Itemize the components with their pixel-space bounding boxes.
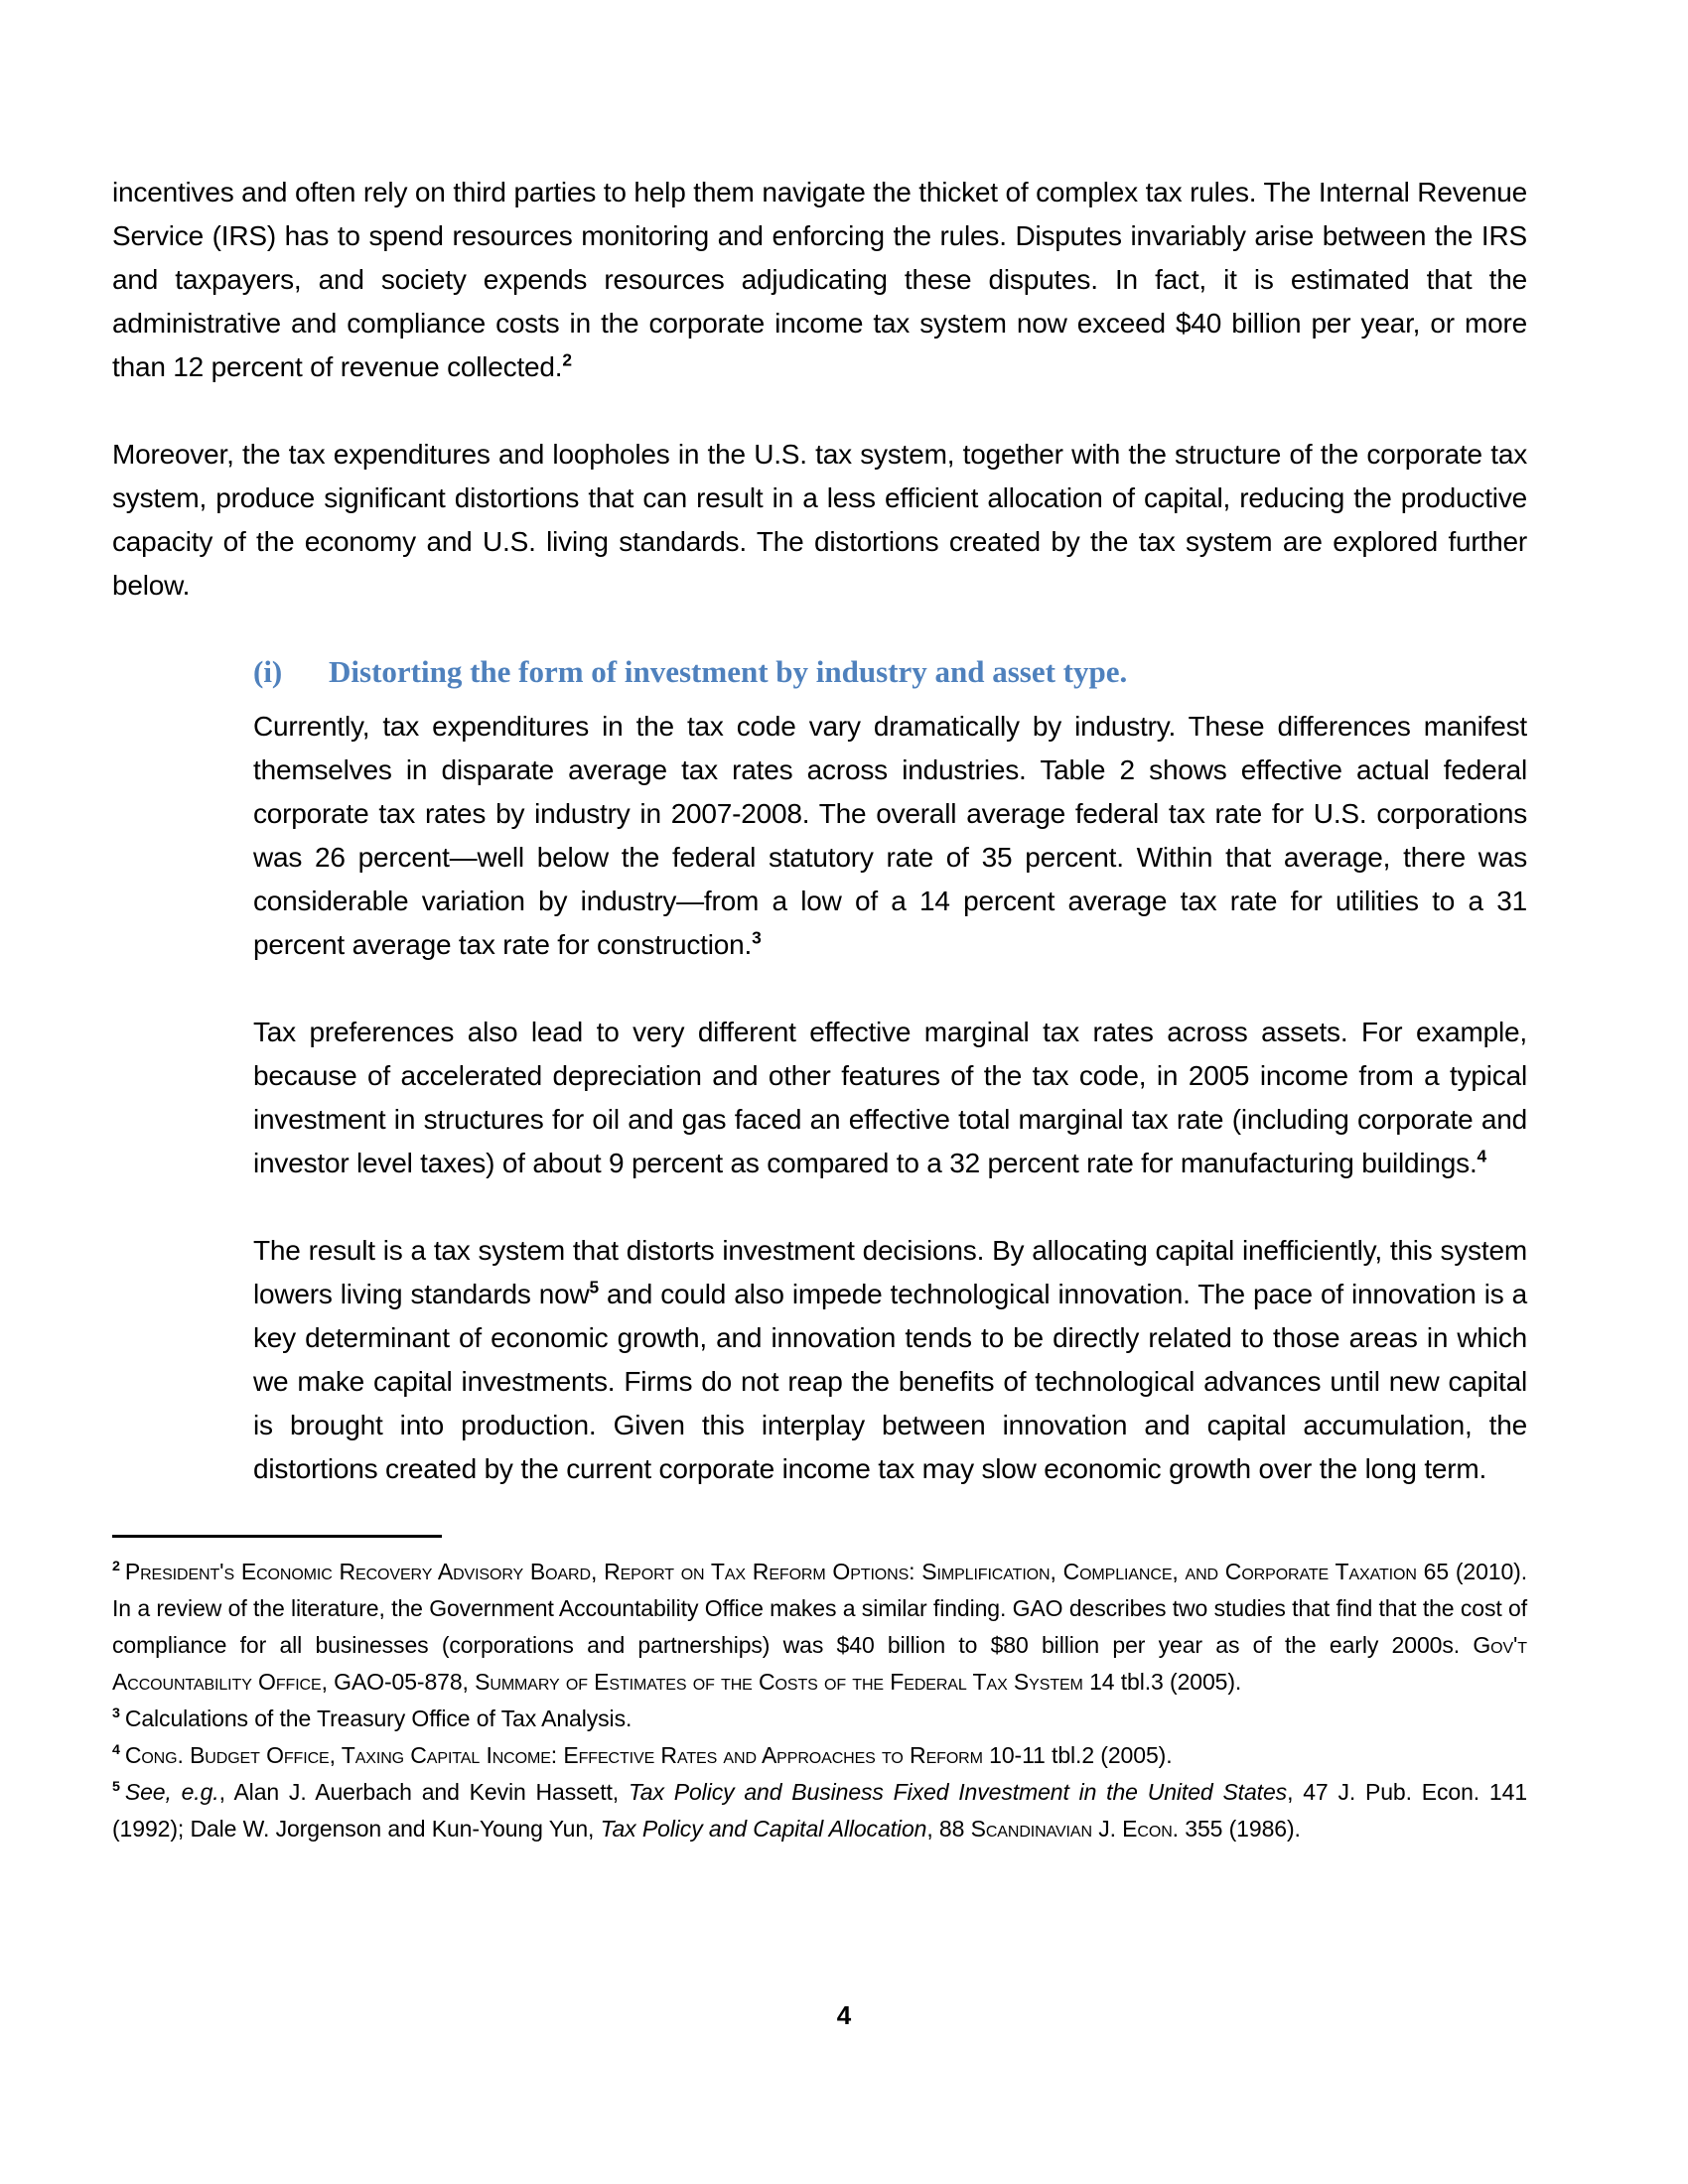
section-heading-number: (i) bbox=[253, 654, 283, 689]
footnote-5-text-6: , 88 bbox=[926, 1816, 971, 1842]
footnote-5-marker: 5 bbox=[112, 1779, 120, 1796]
footnote-3-text: Calculations of the Treasury Office of Tax Analysis. bbox=[124, 1706, 633, 1731]
paragraph-compliance-costs-text: incentives and often rely on third parties to help them navigate the thicket of complex tax rules. The Internal Revenue Service (IRS) has to spend resources monitoring and enforcing the rules. Disputes invariably arise between the IRS and taxpayers, and society expends resources adjudicating these disputes. In fact, it is estimated that the administrative and compliance costs in the corporate income tax system now exceed $40 billion per year, or more than 12 percent of revenue collected. bbox=[112, 177, 1527, 382]
paragraph-distorted-investment-text-1: The result is a tax system that distorts investment decisions. By allocating capital inefficiently, this system lowers living standards now bbox=[253, 1235, 1527, 1309]
footnote-5-title-1: Tax Policy and Business Fixed Investment in the United States bbox=[628, 1779, 1288, 1805]
footnote-5-text-8: 355 (1986). bbox=[1178, 1816, 1301, 1842]
footnote-ref-2: 2 bbox=[562, 349, 572, 370]
paragraph-distorted-investment-text-2: and could also impede technological innovation. The pace of innovation is a key determinant of economic growth, and innovation tends to be directly related to those areas in which we make capital investments. Firms do not reap the benefits of technological advances until new capital is brought into production. Given this interplay between innovation and capital accumulation, the distortions created by the current corporate income tax may slow economic growth over the long term. bbox=[253, 1279, 1527, 1484]
footnote-5 bbox=[112, 1774, 1527, 1847]
paragraph-distortions bbox=[112, 433, 1527, 608]
paragraph-compliance-costs bbox=[112, 171, 1527, 389]
footnote-3 bbox=[112, 1701, 1527, 1737]
paragraph-tax-preferences bbox=[253, 1011, 1527, 1185]
footnote-4-text-2: 10-11 tbl.2 (2005). bbox=[982, 1742, 1173, 1768]
paragraph-distortions-text: Moreover, the tax expenditures and loopholes in the U.S. tax system, together with the structure of the corporate tax system, produce significant distortions that can result in a less efficient allocation of capital, reducing the productive capacity of the economy and U.S. living standards. The distortions created by the tax system are explored further below. bbox=[112, 439, 1527, 601]
footnote-4-citation-1: Cong. Budget Office, Taxing Capital Income: Effective Rates and Approaches to Reform bbox=[124, 1742, 983, 1768]
footnote-5-text-2: , Alan J. Auerbach and Kevin Hassett, bbox=[218, 1779, 629, 1805]
section-heading-text: Distorting the form of investment by industry and asset type. bbox=[329, 654, 1128, 689]
footnote-2 bbox=[112, 1554, 1527, 1701]
footnote-separator-rule bbox=[112, 1535, 442, 1538]
paragraph-industry-rates bbox=[253, 705, 1527, 967]
footnote-5-journal: Scandinavian J. Econ. bbox=[970, 1816, 1179, 1842]
footnotes-section bbox=[112, 1535, 1527, 1847]
page-number: 4 bbox=[836, 2000, 852, 2030]
footnote-ref-3: 3 bbox=[752, 927, 762, 948]
footnote-2-marker: 2 bbox=[112, 1559, 120, 1575]
footnote-2-text-2: 65 (2010). In a review of the literature, the Government Accountability Office makes a similar finding. GAO describes two studies that find that the cost of compliance for all businesses (corporations and partnerships) was $40 billion to $80 billion per year as of the early 2000s. bbox=[112, 1559, 1527, 1658]
footnote-2-citation-1: President's Economic Recovery Advisory Board, Report on Tax Reform Options: Simplification, Compliance, and Corporate Taxation bbox=[124, 1559, 1417, 1584]
footnote-2-text-4: 14 tbl.3 (2005). bbox=[1082, 1669, 1242, 1695]
footnote-5-title-2: Tax Policy and Capital Allocation bbox=[600, 1816, 927, 1842]
footnote-4 bbox=[112, 1737, 1527, 1774]
footnote-ref-5: 5 bbox=[589, 1277, 599, 1297]
footnote-2-citation-3: Gov't Accountability Office, GAO-05-878, Summary of Estimates of the Costs of the Federal Tax System bbox=[112, 1632, 1527, 1695]
paragraph-industry-rates-text: Currently, tax expenditures in the tax code vary dramatically by industry. These differences manifest themselves in disparate average tax rates across industries. Table 2 shows effective actual federal corporate tax rates by industry in 2007-2008. The overall average federal tax rate for U.S. corporations was 26 percent—well below the federal statutory rate of 35 percent. Within that average, there was considerable variation by industry—from a low of a 14 percent average tax rate for utilities to a 31 percent average tax rate for construction. bbox=[253, 711, 1527, 960]
footnote-ref-4: 4 bbox=[1477, 1146, 1487, 1166]
footnote-4-marker: 4 bbox=[112, 1742, 120, 1759]
footnote-5-text-4: , 47 J. Pub. Econ. 141 (1992); Dale W. Jorgenson and Kun-Young Yun, bbox=[112, 1779, 1528, 1842]
paragraph-tax-preferences-text: Tax preferences also lead to very different effective marginal tax rates across assets. For example, because of accelerated depreciation and other features of the tax code, in 2005 income from a typical investment in structures for oil and gas faced an effective total marginal tax rate (including corporate and investor level taxes) of about 9 percent as compared to a 32 percent rate for manufacturing buildings. bbox=[253, 1017, 1527, 1178]
footnote-5-signal: See, e.g. bbox=[124, 1779, 219, 1805]
paragraph-distorted-investment bbox=[253, 1229, 1527, 1491]
footnote-3-marker: 3 bbox=[112, 1706, 120, 1722]
section-heading bbox=[253, 651, 1527, 693]
